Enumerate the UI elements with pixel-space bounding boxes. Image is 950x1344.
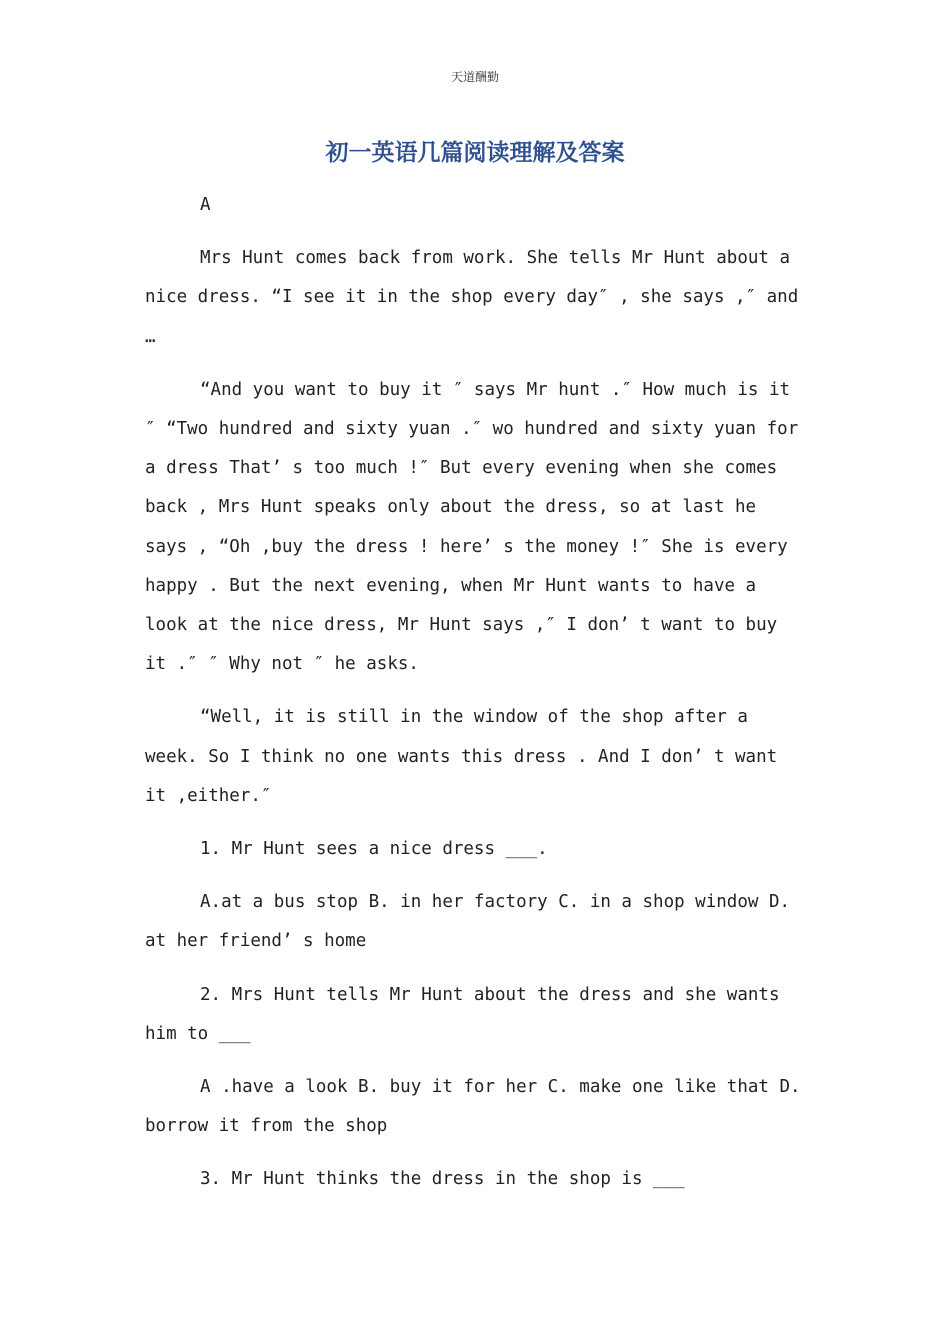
question-2: 2. Mrs Hunt tells Mr Hunt about the dress and she wants him to ___ bbox=[145, 984, 780, 1044]
story-paragraph: “And you want to buy it ″ says Mr hunt .″ How much is it ″ “Two hundred and sixty yuan .″ wo hundred and sixty yuan for a dress That’ s too much !″ But every evening when she comes back , Mrs Hunt speaks only about the dress, so at last he says , “Oh ,buy the dress ! here’ s the money !″ She is every happy . But the next evening, when Mr Hunt wants to have a look at the nice dress, Mr Hunt says ,″ I don’ t want to buy it .″ ″ Why not ″ he asks. bbox=[145, 379, 799, 675]
question-2-options: A .have a look B. buy it for her C. make one like that D. borrow it from the shop bbox=[145, 1077, 801, 1137]
page-header: 天道酬勤 bbox=[450, 70, 499, 84]
question-1-options: A.at a bus stop B. in her factory C. in a shop window D. at her friend’ s home bbox=[145, 892, 791, 952]
document-title: 初一英语几篇阅读理解及答案 bbox=[325, 140, 625, 166]
document-body bbox=[145, 186, 805, 1214]
story-paragraph: “Well, it is still in the window of the shop after a week. So I think no one wants this dress . And I don’ t want it ,either.″ bbox=[145, 707, 778, 806]
story-paragraph: Mrs Hunt comes back from work. She tells Mr Hunt about a nice dress. “I see it in the shop every day″ , she says ,″ and … bbox=[145, 248, 799, 347]
question-3: 3. Mr Hunt thinks the dress in the shop is ___ bbox=[200, 1169, 685, 1190]
question-1: 1. Mr Hunt sees a nice dress ___. bbox=[200, 839, 548, 860]
section-label: A bbox=[200, 195, 211, 215]
